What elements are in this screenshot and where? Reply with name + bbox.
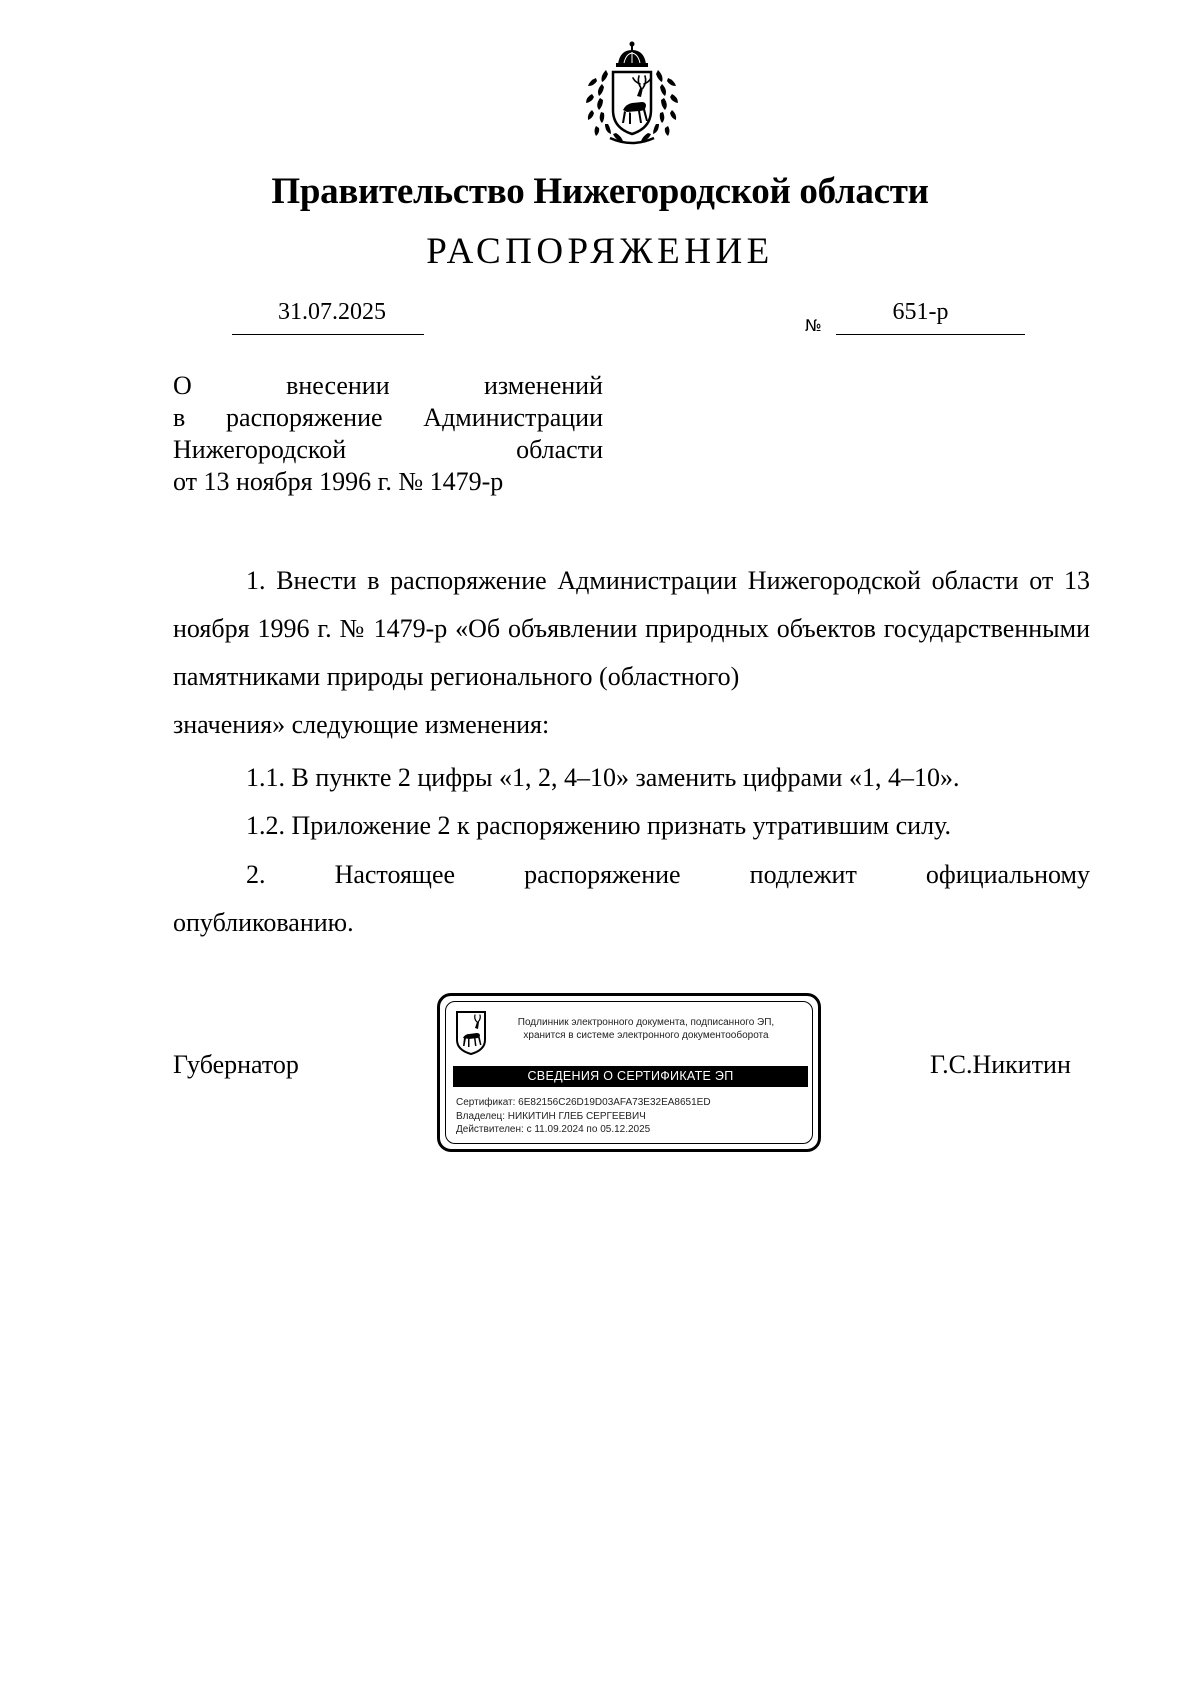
number-field [836, 297, 1025, 335]
paragraph-1 [173, 557, 1090, 749]
subject-line [173, 370, 603, 402]
paragraph-1-text: 1. Внести в распоряжение Администрации Нижегородской области от 13 ноября 1996 г. № 1479-р «Об объявлении природных объектов государственными памятниками природы регионального (областного) [173, 566, 1090, 691]
subject-line [173, 402, 603, 434]
paragraph-2-word: распоряжение [524, 860, 681, 889]
paragraph-2-word: официальному [925, 860, 1090, 889]
document-date: 31.07.2025 [278, 299, 386, 325]
subject-word: внесении [286, 371, 390, 400]
deer-shield-icon [455, 1010, 487, 1055]
paragraph-2-line [173, 851, 1090, 899]
subject-word: О [173, 371, 192, 400]
subject-word: в [173, 403, 186, 432]
document-number: 651-р [892, 299, 949, 325]
organization-title: Правительство Нижегородской области [271, 171, 929, 212]
certificate-info [456, 1096, 711, 1137]
paragraph-1-last-line: значения» следующие изменения: [173, 710, 550, 739]
paragraph-2-word: 2. [246, 860, 266, 889]
certificate-validity: Действителен: с 11.09.2024 по 05.12.2025 [456, 1124, 651, 1135]
subject-word: области [516, 435, 603, 464]
subject-line [173, 466, 603, 498]
date-field [232, 297, 424, 335]
subject-word: распоряжение [226, 403, 383, 432]
paragraph-1-1: 1.1. В пункте 2 цифры «1, 2, 4–10» заменить цифрами «1, 4–10». [246, 763, 960, 792]
paragraph-2-last-line: опубликованию. [173, 908, 354, 937]
subject-word: Нижегородской [173, 435, 347, 464]
coat-of-arms-icon [580, 40, 684, 148]
certificate-banner: СВЕДЕНИЯ О СЕРТИФИКАТЕ ЭП [453, 1066, 808, 1087]
number-sign: № [805, 316, 822, 335]
paragraph-1-2: 1.2. Приложение 2 к распоряжению признать утратившим силу. [246, 811, 951, 840]
certificate-owner: Владелец: НИКИТИН ГЛЕБ СЕРГЕЕВИЧ [456, 1110, 646, 1122]
document-type-title: РАСПОРЯЖЕНИЕ [426, 231, 774, 272]
document-subject [173, 370, 603, 498]
stamp-note [496, 1016, 796, 1042]
signer-name: Г.С.Никитин [930, 1050, 1071, 1079]
paragraph-2 [173, 851, 1090, 947]
certificate-id: Сертификат: 6E82156C26D19D03AFA73E32EA8651ED [456, 1097, 711, 1108]
subject-line [173, 434, 603, 466]
e-signature-stamp [437, 993, 821, 1152]
signer-position: Губернатор [173, 1050, 299, 1079]
subject-word: изменений [483, 371, 603, 400]
paragraph-2-word: подлежит [749, 860, 857, 889]
stamp-note-line: хранится в системе электронного документооборота [523, 1030, 769, 1041]
paragraph-2-word: Настоящее [334, 860, 456, 889]
subject-word: Администрации [423, 403, 603, 432]
stamp-note-line: Подлинник электронного документа, подписанного ЭП, [517, 1017, 775, 1028]
subject-word: от 13 ноября 1996 г. № 1479-р [173, 467, 504, 496]
